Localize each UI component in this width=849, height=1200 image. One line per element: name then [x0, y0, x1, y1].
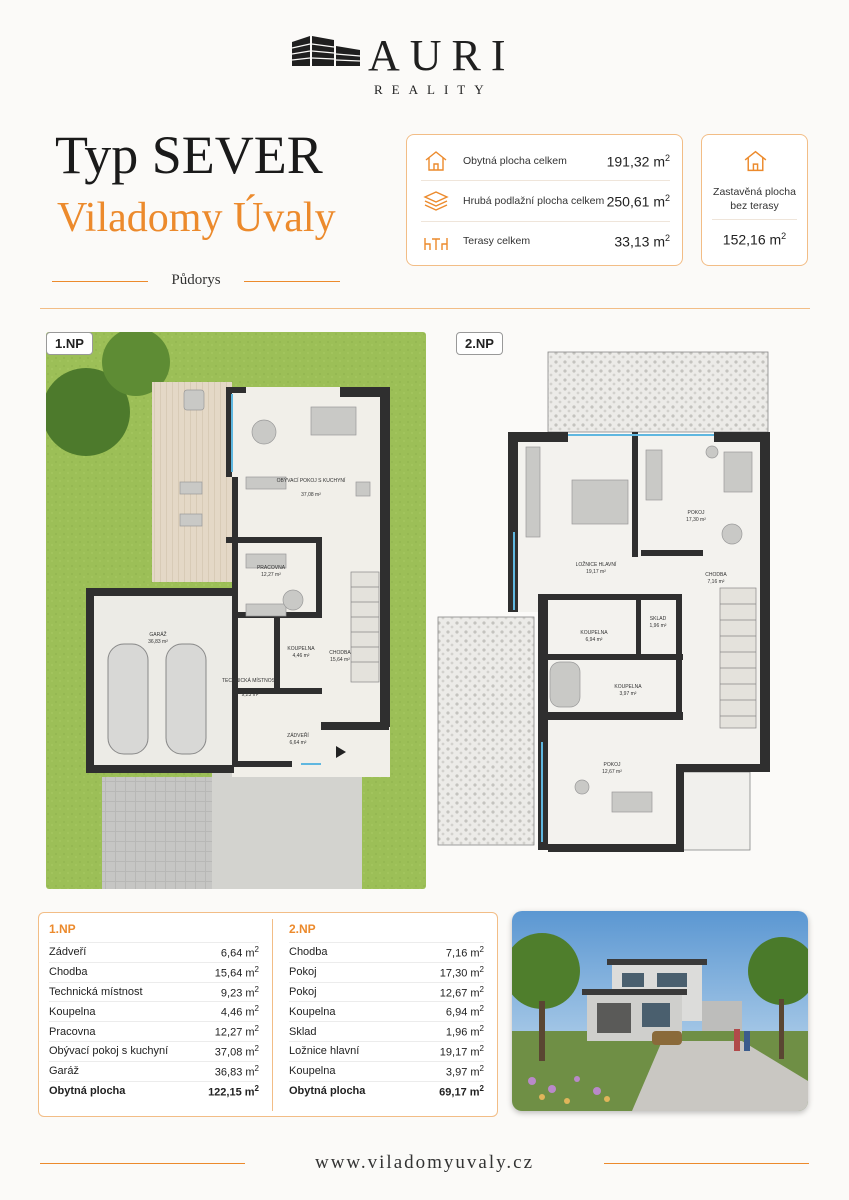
- room-area: 15,64 m²: [330, 657, 350, 663]
- house-icon: [423, 150, 449, 172]
- room-label: CHODBA: [329, 650, 351, 656]
- section-divider: [40, 308, 810, 309]
- room-label: ZÁDVEŘÍ: [287, 733, 309, 739]
- stat-label: Terasy celkem: [463, 235, 531, 247]
- room-label: SKLAD: [649, 616, 667, 622]
- built-area-label: Zastavěná plocha bez terasy: [713, 186, 796, 212]
- table-row: Garáž 36,83 $m^2$: [49, 1062, 259, 1082]
- plan-label: Půdorys: [171, 272, 221, 288]
- room-area: 3,97 m²: [619, 691, 637, 697]
- stat-value: 250,61 $m^2$: [606, 192, 670, 210]
- table-heading: 2.NP: [289, 913, 484, 943]
- house-icon: [742, 149, 769, 173]
- table-row: Obývací pokoj s kuchyní 37,08 $m^2$: [49, 1042, 259, 1062]
- room-label: LOŽNICE HLAVNÍ: [575, 562, 617, 568]
- room-label: TECHNICKÁ MÍSTNOST: [221, 678, 279, 684]
- table-total-row: Obytná plocha 69,17 $m^2$: [289, 1084, 484, 1099]
- room-area: 6,94 m²: [585, 637, 603, 643]
- table-row: Zádveří 6,64 $m^2$: [49, 943, 259, 963]
- area-stats-card: [406, 134, 683, 266]
- stat-label: Obytná plocha celkem: [463, 155, 567, 167]
- stat-label: Hrubá podlažní plocha celkem: [463, 195, 605, 207]
- stat-row-gross-floor-area: [423, 183, 670, 219]
- stat-row-terraces: [423, 223, 670, 259]
- table-row: Pokoj 12,67 $m^2$: [289, 983, 484, 1003]
- room-area: 1,96 m²: [649, 623, 667, 629]
- room-area: 7,16 m²: [707, 579, 725, 585]
- room-label: GARÁŽ: [149, 632, 167, 638]
- table-row: Koupelna 4,46 $m^2$: [49, 1002, 259, 1022]
- layers-icon: [423, 190, 449, 212]
- terrace-furniture-icon: [423, 230, 449, 252]
- floorplan-1np: [46, 332, 426, 889]
- room-area: 19,17 m²: [586, 569, 606, 575]
- table-column-1np: [49, 913, 259, 1101]
- footer-line-right: [604, 1163, 809, 1164]
- table-row: Chodba 7,16 $m^2$: [289, 943, 484, 963]
- brand-subtitle: REALITY: [374, 82, 493, 97]
- divider: [421, 221, 670, 222]
- room-area: 4,46 m²: [292, 653, 310, 659]
- stat-value: 33,13 $m^2$: [614, 232, 670, 250]
- room-area: 36,83 m²: [148, 639, 168, 645]
- room-label: POKOJ: [687, 510, 705, 516]
- table-row: Chodba 15,64 $m^2$: [49, 963, 259, 983]
- brand-name: AURI: [368, 31, 516, 80]
- room-area: 37,08 m²: [301, 492, 321, 498]
- table-row: Pracovna 12,27 $m^2$: [49, 1022, 259, 1042]
- table-total-row: Obytná plocha 122,15 $m^2$: [49, 1084, 259, 1099]
- room-label: KOUPELNA: [614, 684, 642, 690]
- table-row: Pokoj 17,30 $m^2$: [289, 963, 484, 983]
- table-row: Sklad 1,96 $m^2$: [289, 1022, 484, 1042]
- stat-row-living-area: [423, 143, 670, 179]
- floor-tag: 1.NP: [46, 332, 93, 355]
- room-label: KOUPELNA: [580, 630, 608, 636]
- floorplan-1np-drawing: [46, 332, 426, 889]
- project-name: Viladomy Úvaly: [57, 195, 336, 241]
- table-column-2np: [289, 913, 484, 1101]
- page-title: Typ SEVER: [55, 125, 323, 185]
- plan-label-line-right: [244, 281, 340, 282]
- table-heading: 1.NP: [49, 913, 259, 943]
- house-render-image: [512, 911, 808, 1111]
- divider: [421, 180, 670, 181]
- floor-tag: 2.NP: [456, 332, 503, 355]
- floorplan-2np-drawing: [436, 332, 816, 889]
- table-row: Technická místnost 9,23 $m^2$: [49, 983, 259, 1003]
- room-label: POKOJ: [603, 762, 621, 768]
- room-area-table: [38, 912, 498, 1117]
- stat-value: 191,32 $m^2$: [606, 152, 670, 170]
- room-area: 12,67 m²: [602, 769, 622, 775]
- built-area-value: 152,16 $m^2$: [722, 231, 787, 248]
- room-area: 12,27 m²: [261, 572, 281, 578]
- column-divider: [272, 919, 273, 1111]
- table-row: Koupelna 6,94 $m^2$: [289, 1002, 484, 1022]
- room-area: 17,30 m²: [686, 517, 706, 523]
- room-label: PRACOVNA: [256, 565, 286, 571]
- website-url[interactable]: www.viladomyuvaly.cz: [314, 1152, 535, 1173]
- table-row: Koupelna 3,97 $m^2$: [289, 1062, 484, 1082]
- room-area: 9,23 m²: [241, 692, 259, 698]
- room-label: CHODBA: [705, 572, 727, 578]
- room-area: 6,64 m²: [289, 740, 307, 746]
- room-label: OBÝVACÍ POKOJ S KUCHYNÍ: [276, 478, 346, 484]
- built-area-card: [701, 134, 808, 266]
- table-row: Ložnice hlavní 19,17 $m^2$: [289, 1042, 484, 1062]
- buildings-logo-icon: [292, 34, 360, 68]
- room-label: KOUPELNA: [287, 646, 315, 652]
- brand-logo: [0, 30, 849, 100]
- floorplan-2np: [436, 332, 816, 889]
- divider: [712, 219, 797, 220]
